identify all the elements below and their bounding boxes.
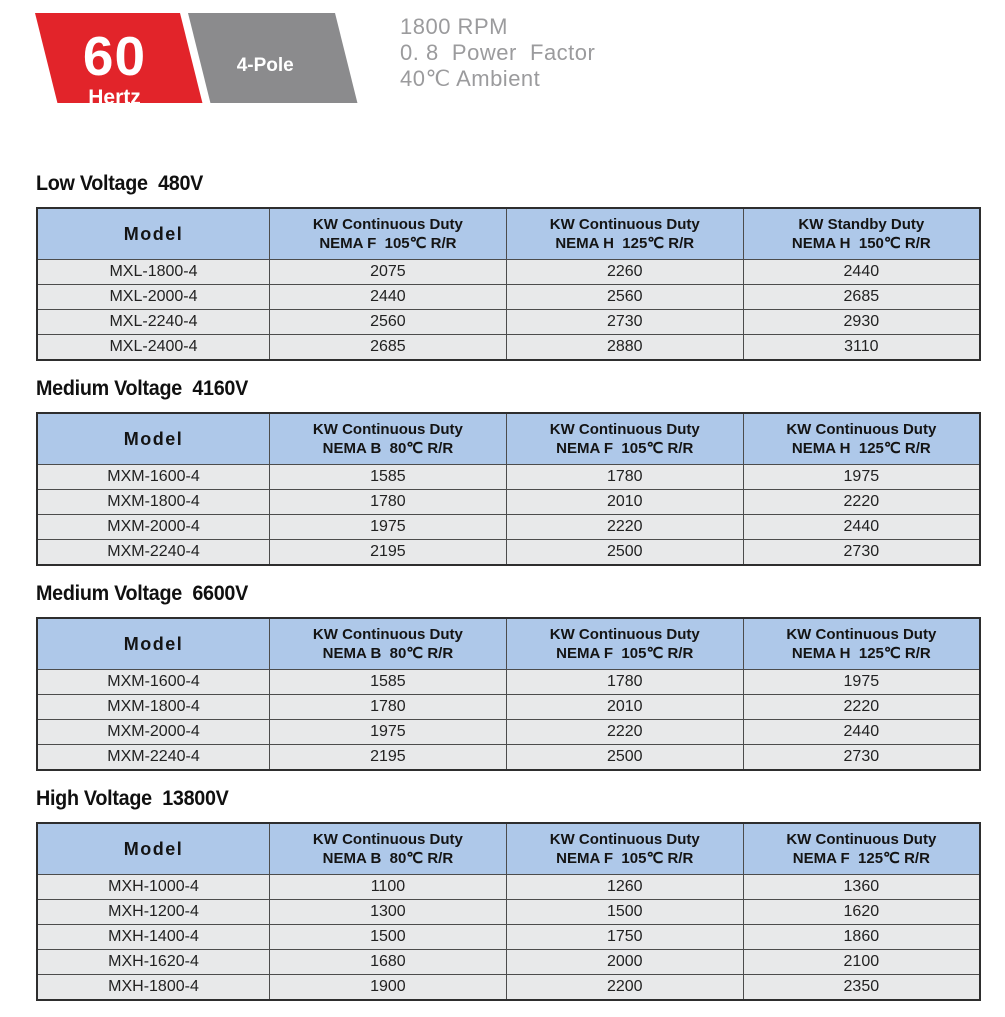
kw-column-header <box>270 413 507 465</box>
model-cell: MXM-2240-4 <box>37 540 270 566</box>
kw-value-cell: 1620 <box>743 900 980 925</box>
table-row <box>37 335 980 361</box>
column-header-line2: NEMA H 125℃ R/R <box>791 645 931 662</box>
model-cell: MXM-1600-4 <box>37 670 270 695</box>
header-row <box>37 413 980 465</box>
kw-column-header <box>506 413 743 465</box>
kw-column-header <box>743 413 980 465</box>
model-cell: MXM-2240-4 <box>37 745 270 771</box>
kw-value-cell: 2685 <box>743 285 980 310</box>
column-header-line2: NEMA H 150℃ R/R <box>791 235 931 252</box>
header-row <box>37 208 980 260</box>
kw-value-cell: 2500 <box>506 745 743 771</box>
table-row <box>37 310 980 335</box>
model-cell: MXL-2000-4 <box>37 285 270 310</box>
kw-value-cell: 2730 <box>743 745 980 771</box>
hertz-value: 60 <box>82 25 147 87</box>
table-row <box>37 260 980 285</box>
model-cell: MXL-1800-4 <box>37 260 270 285</box>
column-header-line1: KW Continuous Duty <box>549 626 700 643</box>
table-head <box>37 823 980 875</box>
kw-value-cell: 2195 <box>270 540 507 566</box>
column-header-line2: NEMA B 80℃ R/R <box>322 440 454 457</box>
column-header-line1: KW Standby Duty <box>798 216 925 233</box>
table-row <box>37 670 980 695</box>
model-cell: MXM-2000-4 <box>37 720 270 745</box>
kw-value-cell: 1780 <box>506 465 743 490</box>
rating-table <box>36 207 981 361</box>
kw-column-header <box>270 208 507 260</box>
kw-column-header <box>743 823 980 875</box>
kw-value-cell: 2000 <box>506 950 743 975</box>
spec-sections <box>0 172 981 1017</box>
column-header-line2: NEMA H 125℃ R/R <box>555 235 695 252</box>
kw-column-header <box>506 208 743 260</box>
column-header-line2: NEMA H 125℃ R/R <box>791 440 931 457</box>
model-cell: MXH-1000-4 <box>37 875 270 900</box>
section-title: Medium Voltage 4160V <box>36 377 249 400</box>
table-row <box>37 490 980 515</box>
kw-value-cell: 2220 <box>743 490 980 515</box>
kw-value-cell: 1585 <box>270 465 507 490</box>
kw-value-cell: 1750 <box>506 925 743 950</box>
table-row <box>37 465 980 490</box>
column-header-line1: KW Continuous Duty <box>786 421 937 438</box>
voltage-section <box>0 172 981 361</box>
table-row <box>37 540 980 566</box>
kw-value-cell: 1975 <box>743 670 980 695</box>
table-row <box>37 875 980 900</box>
kw-value-cell: 1780 <box>506 670 743 695</box>
model-cell: MXM-1800-4 <box>37 490 270 515</box>
section-title: Low Voltage 480V <box>36 172 204 195</box>
kw-value-cell: 2730 <box>743 540 980 566</box>
voltage-section <box>0 377 981 566</box>
kw-value-cell: 1975 <box>270 720 507 745</box>
pole-badge-content <box>205 24 329 192</box>
model-cell: MXH-1400-4 <box>37 925 270 950</box>
column-header-line2: NEMA B 80℃ R/R <box>322 850 454 867</box>
rating-table <box>36 412 981 566</box>
table-body <box>37 260 980 361</box>
pole-badge <box>188 13 335 132</box>
model-cell: MXH-1200-4 <box>37 900 270 925</box>
kw-value-cell: 1975 <box>743 465 980 490</box>
kw-value-cell: 2220 <box>506 515 743 540</box>
table-body <box>37 670 980 771</box>
model-cell: MXL-2400-4 <box>37 335 270 361</box>
model-column-header <box>37 208 270 260</box>
kw-value-cell: 2100 <box>743 950 980 975</box>
column-header-line2: NEMA B 80℃ R/R <box>322 645 454 662</box>
hertz-badge <box>35 13 180 109</box>
model-column-header <box>37 823 270 875</box>
column-header-line1: Model <box>123 428 184 449</box>
pole-count-label: 4-Pole <box>236 55 294 76</box>
table-body <box>37 875 980 1001</box>
kw-value-cell: 1900 <box>270 975 507 1001</box>
column-header-line1: KW Continuous Duty <box>312 626 463 643</box>
kw-value-cell: 2440 <box>743 515 980 540</box>
kw-column-header <box>743 618 980 670</box>
table-row <box>37 285 980 310</box>
kw-value-cell: 2560 <box>506 285 743 310</box>
table-row <box>37 745 980 771</box>
kw-value-cell: 2880 <box>506 335 743 361</box>
kw-value-cell: 2220 <box>506 720 743 745</box>
phase-label: Three Phase <box>216 111 329 132</box>
model-cell: MXL-2240-4 <box>37 310 270 335</box>
column-header-line1: KW Continuous Duty <box>312 831 463 848</box>
table-row <box>37 900 980 925</box>
table-row <box>37 975 980 1001</box>
kw-value-cell: 1500 <box>506 900 743 925</box>
column-header-line1: KW Continuous Duty <box>312 216 463 233</box>
kw-column-header <box>743 208 980 260</box>
kw-value-cell: 1300 <box>270 900 507 925</box>
table-row <box>37 695 980 720</box>
frequency-badge <box>35 13 335 132</box>
kw-value-cell: 2930 <box>743 310 980 335</box>
kw-value-cell: 2010 <box>506 490 743 515</box>
kw-value-cell: 2440 <box>270 285 507 310</box>
model-column-header <box>37 618 270 670</box>
kw-value-cell: 2220 <box>743 695 980 720</box>
kw-value-cell: 2200 <box>506 975 743 1001</box>
kw-value-cell: 2730 <box>506 310 743 335</box>
column-header-line1: KW Continuous Duty <box>786 831 937 848</box>
ambient-temp-text: 40℃ Ambient <box>400 66 541 91</box>
table-body <box>37 465 980 566</box>
model-cell: MXM-2000-4 <box>37 515 270 540</box>
table-head <box>37 618 980 670</box>
power-factor-text: 0. 8 Power Factor <box>400 40 596 65</box>
column-header-line2: NEMA F 105℃ R/R <box>556 850 694 867</box>
kw-value-cell: 1260 <box>506 875 743 900</box>
column-header-line1: KW Continuous Duty <box>786 626 937 643</box>
kw-value-cell: 2560 <box>270 310 507 335</box>
kw-value-cell: 2350 <box>743 975 980 1001</box>
rating-table <box>36 822 981 1001</box>
kw-value-cell: 2075 <box>270 260 507 285</box>
column-header-line1: KW Continuous Duty <box>549 216 700 233</box>
kw-value-cell: 1585 <box>270 670 507 695</box>
voltage-section <box>0 582 981 771</box>
header-row <box>37 823 980 875</box>
kw-value-cell: 1680 <box>270 950 507 975</box>
section-title: Medium Voltage 6600V <box>36 582 249 605</box>
table-head <box>37 413 980 465</box>
column-header-line2: NEMA F 105℃ R/R <box>556 645 694 662</box>
kw-value-cell: 3110 <box>743 335 980 361</box>
kw-value-cell: 2260 <box>506 260 743 285</box>
model-cell: MXM-1600-4 <box>37 465 270 490</box>
column-header-line2: NEMA F 105℃ R/R <box>556 440 694 457</box>
kw-value-cell: 1100 <box>270 875 507 900</box>
model-column-header <box>37 413 270 465</box>
column-header-line1: KW Continuous Duty <box>549 421 700 438</box>
hertz-badge-content <box>35 13 180 109</box>
kw-value-cell: 2195 <box>270 745 507 771</box>
kw-value-cell: 2685 <box>270 335 507 361</box>
kw-column-header <box>506 823 743 875</box>
kw-column-header <box>270 618 507 670</box>
table-head <box>37 208 980 260</box>
kw-value-cell: 2440 <box>743 260 980 285</box>
header-row <box>37 618 980 670</box>
table-row <box>37 515 980 540</box>
column-header-line1: Model <box>123 223 184 244</box>
kw-value-cell: 1975 <box>270 515 507 540</box>
spec-summary <box>400 14 595 92</box>
column-header-line2: NEMA F 125℃ R/R <box>792 850 930 867</box>
table-row <box>37 720 980 745</box>
column-header-line1: Model <box>123 838 184 859</box>
column-header-line1: Model <box>123 633 184 654</box>
kw-value-cell: 2010 <box>506 695 743 720</box>
kw-column-header <box>506 618 743 670</box>
kw-value-cell: 1860 <box>743 925 980 950</box>
column-header-line2: NEMA F 105℃ R/R <box>319 235 457 252</box>
model-cell: MXM-1800-4 <box>37 695 270 720</box>
kw-value-cell: 2440 <box>743 720 980 745</box>
table-row <box>37 950 980 975</box>
column-header-line1: KW Continuous Duty <box>549 831 700 848</box>
voltage-section <box>0 787 981 1001</box>
model-cell: MXH-1620-4 <box>37 950 270 975</box>
rpm-text: 1800 RPM <box>400 14 508 39</box>
kw-value-cell: 1500 <box>270 925 507 950</box>
kw-value-cell: 2500 <box>506 540 743 566</box>
table-row <box>37 925 980 950</box>
kw-value-cell: 1780 <box>270 490 507 515</box>
kw-column-header <box>270 823 507 875</box>
rating-table <box>36 617 981 771</box>
model-cell: MXH-1800-4 <box>37 975 270 1001</box>
kw-value-cell: 1360 <box>743 875 980 900</box>
section-title: High Voltage 13800V <box>36 787 229 810</box>
column-header-line1: KW Continuous Duty <box>312 421 463 438</box>
hertz-label: Hertz <box>88 86 141 109</box>
kw-value-cell: 1780 <box>270 695 507 720</box>
